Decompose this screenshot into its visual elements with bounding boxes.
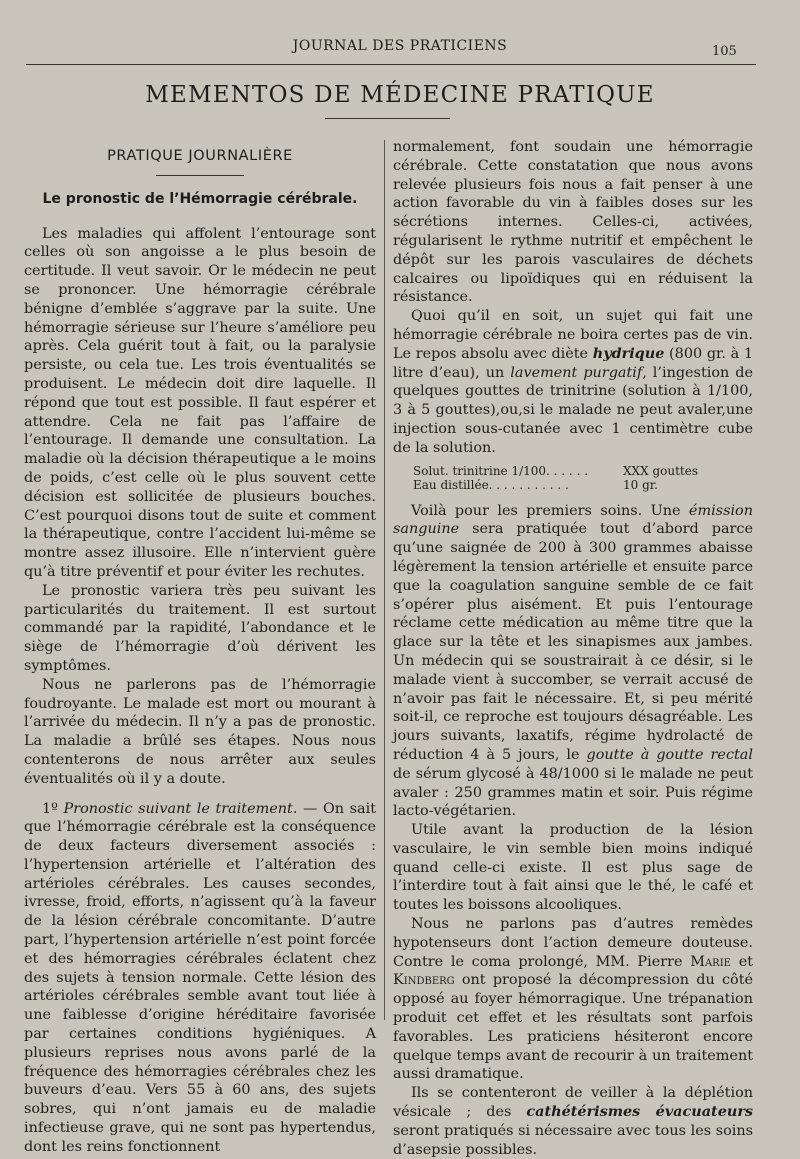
header-rule	[26, 64, 756, 65]
prescription-qty: 10 gr.	[623, 477, 658, 492]
prescription-item: Solut. trinitrine 1/100. . . . . .	[413, 463, 589, 478]
paragraph-text: et	[730, 953, 753, 970]
column-divider	[384, 140, 385, 1020]
emphasis: émission sanguine	[393, 502, 753, 538]
emphasis: goutte à goutte rectal	[586, 746, 753, 763]
item-number: 1º	[42, 800, 58, 817]
paragraph-text: , l’ingestion de quelques gouttes de trinitrine (solution à 1/100, 3 à 5 gouttes),ou,si le malade ne peut avaler,une injection sous-cutanée avec 1 centimètre cube de la solution.	[393, 364, 753, 456]
author-name: Marie	[690, 953, 731, 970]
prescription-row	[413, 464, 753, 478]
prescription-item: Eau distillée. . . . . . . . . . .	[413, 477, 569, 492]
right-column	[393, 138, 753, 1159]
paragraph-text: sera pratiquée tout d’abord parce qu’une saignée de 200 à 300 grammes abaisse légèrement la tension artérielle et ensuite parce que la coagulation sanguine semble de ce fait s’opérer plus aisément. Et puis l’entourage réclame cette médication au même titre que la glace sur la tête et les sinapismes aux jambes. Un médecin qui se soustrairait à ce désir, si le malade vient à succomber, se verrait accusé de n’avoir pas fait le nécessaire. Et, si peu mérité soit-il, ce reproche est toujours désagréable. Les jours suivants, laxatifs, régime hydrolacté de réduction 4 à 5 jours, le	[393, 521, 753, 763]
title-rule	[325, 118, 450, 119]
prescription	[413, 464, 753, 492]
emphasis: hydrique	[592, 344, 665, 362]
prescription-row	[413, 478, 753, 492]
paragraph-text: Nous ne parlons pas d’autres remèdes hypotenseurs dont l’action demeure douteuse. Contre le coma prolongé, MM. Pierre	[393, 916, 753, 970]
paragraph-text: Voilà pour les premiers soins. Une	[411, 502, 689, 519]
paragraph-text: ont proposé la décompression du côté opposé au foyer hémorragique. Une trépanation produit cet effet et les résultats sont parfois favorables. Les praticiens hésiteront encore quelque temps avant de recourir à un traitement aussi dramatique.	[393, 972, 753, 1083]
left-column	[24, 138, 376, 1157]
paragraph	[393, 502, 753, 822]
running-head: JOURNAL DES PRATICIENS	[292, 38, 508, 54]
paragraph-text: Ils se contenteront de veiller à la déplétion vésicale ; des	[393, 1085, 753, 1121]
paragraph	[393, 1084, 753, 1159]
page-number: 105	[712, 44, 737, 59]
paragraph-text: seront pratiqués si nécessaire avec tous les soins d’asepsie possibles.	[393, 1122, 753, 1158]
paragraph-text: Quoi qu’il en soit, un sujet qui fait une hémorragie cérébrale ne boira certes pas de vin. Le repos absolu avec diète	[393, 308, 753, 362]
paragraph	[393, 915, 753, 1084]
paragraph: normalement, font soudain une hémorragie cérébrale. Cette constatation que nous avons relevée plusieurs fois nous a fait penser à une action favorable du vin à faibles doses sur les sécrétions internes. Celles-ci, activées, régularisent le rythme nutritif et empêchent le dépôt sur les parois vasculaires de déchets calcaires ou lipoïdiques qui en réduisent la résistance.	[393, 139, 753, 306]
paragraph-text: (800 gr. à 1 litre d’eau), un	[393, 345, 753, 381]
paragraph: Le pronostic variera très peu suivant les particularités du traitement. Il est surtout commandé par la rapidité, l’abondance et le siège de l’hémorragie d’où dérivent les symptômes.	[24, 582, 376, 674]
emphasis: lavement purgatif	[510, 364, 643, 381]
section-heading: PRATIQUE JOURNALIÈRE	[107, 148, 293, 164]
paragraph-text: — On sait que l’hémorragie cérébrale est la conséquence de deux facteurs diversement associés : l’hypertension artérielle et l’altération des artérioles cérébrales. Les causes secondes, ivresse, froid, efforts, n’agissent qu’à la faveur de la lésion cérébrale concomitante. D’autre part, l’hypertension artérielle n’est point forcée et des hémorragies cérébrales éclatent chez des sujets à tension normale. Cette lésion des artérioles cérébrales semble avant tout liée à une faiblesse d’origine héréditaire favorisée par certaines conditions hygiéniques. A plusieurs reprises nous avons parlé de la fréquence des hémorragies cérébrales chez les buveurs d’eau. Vers 55 à 60 ans, des sujets sobres, qui n’ont jamais eu de maladie infectieuse grave, qui ne sont pas hypertendus, dont les reins fonctionnent	[24, 800, 377, 1155]
prescription-qty: XXX gouttes	[623, 463, 698, 478]
paragraph	[393, 307, 753, 457]
paragraph: Nous ne parlerons pas de l’hémorragie foudroyante. Le malade est mort ou mourant à l’arrivée du médecin. Il n’y a pas de pronostic. La maladie a brûlé ses étapes. Nous nous contenterons de nous arrêter aux seules éventualités où il y a doute.	[24, 676, 376, 787]
section-rule	[156, 175, 244, 176]
paragraph	[24, 800, 376, 1157]
paragraph-text: de sérum glycosé à 48/1000 si le malade ne peut avaler : 250 grammes matin et soir. Puis régime lacto-végétarien.	[393, 765, 753, 820]
author-name: Kindberg	[393, 972, 455, 989]
emphasis: cathétérismes évacuateurs	[526, 1103, 754, 1121]
article-title: Le pronostic de l’Hémorragie cérébrale.	[42, 190, 358, 207]
paragraph: Les maladies qui affolent l’entourage sont celles où son angoisse a le plus besoin de certitude. Il veut savoir. Or le médecin ne peut se prononcer. Une hémorragie cérébrale bénigne d’emblée s’aggrave par la suite. Une hémorragie sérieuse sur l’heure s’améliore peu après. Cela guérit tout à fait, ou la paralysie persiste, ou cela tue. Les trois éventualités se produisent. Le médecin doit dire laquelle. Il répond que tout est possible. Il faut espérer et attendre. Cela ne fait pas l’affaire de l’entourage. Il demande une consultation. La maladie où la décision thérapeutique a le moins de poids, c’est celle où le plus souvent cette décision est sollicitée de plusieurs bouches. C’est pourquoi disons tout de suite et comment la thérapeutique, contre l’accident lui-même se montre assez illusoire. Elle n’intervient guère qu’à titre préventif et pour éviter les rechutes.	[24, 225, 376, 580]
subheading: Pronostic suivant le traitement.	[63, 800, 298, 817]
main-title: MEMENTOS DE MÉDECINE PRATIQUE	[145, 82, 655, 108]
paragraph: Utile avant la production de la lésion vasculaire, le vin semble bien moins indiqué quand celle-ci existe. Il est plus sage de l’interdire tout à fait ainsi que le thé, le café et toutes les boissons alcooliques.	[393, 822, 753, 914]
